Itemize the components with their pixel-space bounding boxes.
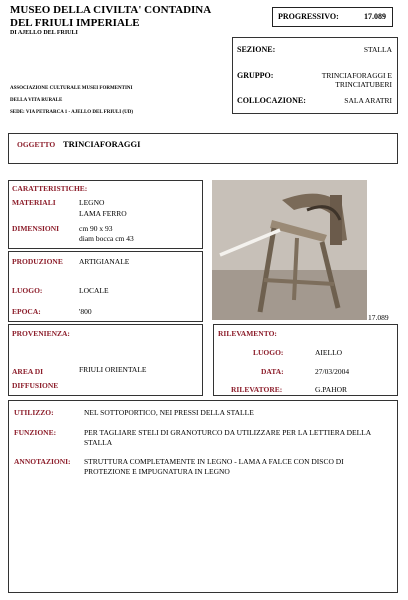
assoc-line2: DELLA VITA RURALE: [10, 98, 63, 103]
museum-title-line1: MUSEO DELLA CIVILTA' CONTADINA: [10, 4, 212, 16]
produzione-box: [8, 251, 203, 322]
info-box: [232, 37, 398, 114]
area-diffusione-label: AREA DI DIFFUSIONE: [12, 367, 59, 390]
progressivo-label: PROGRESSIVO:: [278, 12, 339, 21]
rilevamento-heading: RILEVAMENTO:: [218, 329, 277, 338]
caratteristiche-heading: CARATTERISTICHE:: [12, 184, 88, 193]
gruppo-value: TRINCIAFORAGGI E TRINCIATUBERI: [321, 71, 392, 89]
chaff-cutter-image: [212, 180, 367, 320]
provenienza-box: [8, 324, 203, 396]
produzione-value: ARTIGIANALE: [79, 257, 130, 266]
dimensioni-line1: cm 90 x 93: [79, 224, 113, 233]
museum-title: [10, 4, 240, 30]
annotazioni-value: STRUTTURA COMPLETAMENTE IN LEGNO - LAMA A FALCE CON DISCO DI PROTEZIONE E IMPUGNATURA IN LEGNO: [84, 457, 344, 476]
area-diffusione-value: FRIULI ORIENTALE: [79, 365, 147, 374]
museum-title-line2: DEL FRIULI IMPERIALE: [10, 17, 140, 29]
utilizzo-label: UTILIZZO:: [14, 408, 54, 417]
utilizzo-value: NEL SOTTOPORTICO, NEI PRESSI DELLA STALLE: [84, 408, 254, 417]
object-photo: [212, 180, 367, 320]
materiali-line2: LAMA FERRO: [79, 209, 127, 218]
caratteristiche-box: [8, 180, 203, 249]
dimensioni-label: DIMENSIONI: [12, 224, 60, 233]
rilevamento-luogo-value: AIELLO: [315, 348, 343, 357]
oggetto-value: TRINCIAFORAGGI: [63, 139, 141, 149]
rilevamento-box: [213, 324, 398, 396]
oggetto-box: [8, 133, 398, 164]
rilevatore-label: RILEVATORE:: [231, 385, 283, 394]
progressivo-value: 17.089: [364, 12, 386, 21]
produzione-label: PRODUZIONE: [12, 257, 63, 266]
sezione-value: STALLA: [363, 45, 392, 54]
collocazione-label: COLLOCAZIONE:: [237, 96, 306, 105]
rilevamento-luogo-label: LUOGO:: [253, 348, 284, 357]
rilevamento-data-label: DATA:: [261, 367, 284, 376]
materiali-label: MATERIALI: [12, 198, 56, 207]
assoc-line3: SEDE: VIA PETRARCA 1 - AJELLO DEL FRIULI (UD): [10, 110, 133, 115]
luogo-label: LUOGO:: [12, 286, 43, 295]
rilevamento-data-value: 27/03/2004: [315, 367, 350, 376]
funzione-label: FUNZIONE:: [14, 428, 57, 437]
collocazione-value: SALA ARATRI: [344, 96, 392, 105]
rilevatore-value: G.PAHOR: [315, 385, 348, 394]
materiali-line1: LEGNO: [79, 198, 105, 207]
oggetto-label: OGGETTO: [17, 140, 56, 149]
epoca-label: EPOCA:: [12, 307, 41, 316]
photo-caption: 17.089: [368, 313, 389, 322]
museum-location: DI AJELLO DEL FRIULI: [10, 30, 78, 36]
gruppo-label: GRUPPO:: [237, 71, 274, 80]
luogo-value: LOCALE: [79, 286, 109, 295]
notes-box: [8, 400, 398, 593]
provenienza-heading: PROVENIENZA:: [12, 329, 70, 338]
dimensioni-line2: diam bocca cm 43: [79, 234, 134, 243]
progressivo-box: [272, 7, 393, 27]
epoca-value: '800: [79, 307, 92, 316]
sezione-label: SEZIONE:: [237, 45, 276, 54]
annotazioni-label: ANNOTAZIONI:: [14, 457, 71, 466]
assoc-line1: ASSOCIAZIONE CULTURALE MUSEI FORMENTINI: [10, 86, 133, 91]
funzione-value: PER TAGLIARE STELI DI GRANOTURCO DA UTILIZZARE PER LA LETTIERA DELLA STALLA: [84, 428, 371, 447]
